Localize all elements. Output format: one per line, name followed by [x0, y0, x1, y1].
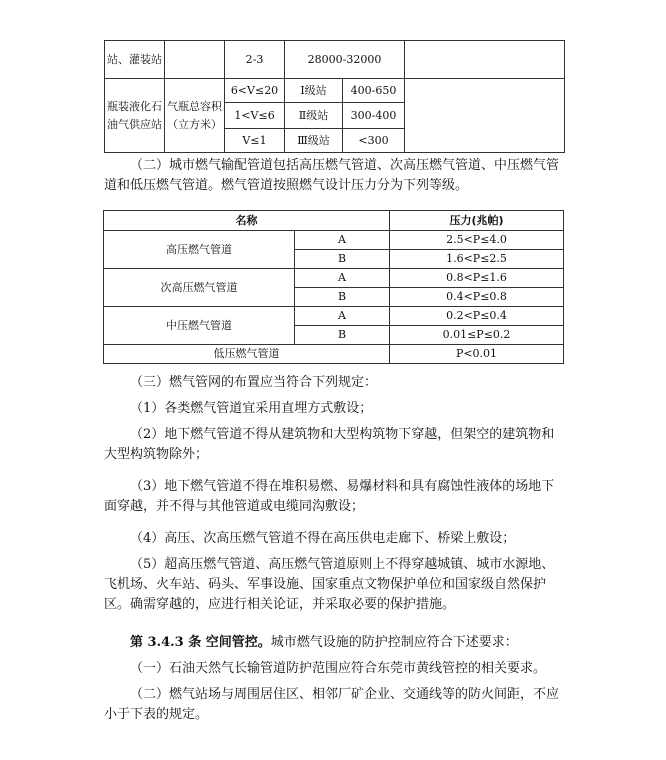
station-grade-table	[104, 40, 565, 153]
pipeline-name-cell: 低压燃气管道	[104, 345, 390, 364]
pipeline-name-cell: 高压燃气管道	[104, 231, 295, 269]
distance-cell: <300	[343, 129, 405, 153]
distance-cell: 300-400	[343, 103, 405, 129]
pressure-cell: 0.4<P≤0.8	[390, 288, 564, 307]
station-name-cell: 站、灌装站	[105, 41, 165, 79]
grade-cell: B	[295, 288, 390, 307]
grade-cell: Ⅰ级站	[285, 79, 343, 103]
pipeline-name-cell: 次高压燃气管道	[104, 269, 295, 307]
article-3-4-3	[104, 633, 566, 653]
volume-condition-cell: 6<V≤20	[225, 79, 285, 103]
volume-condition-cell: 1<V≤6	[225, 103, 285, 129]
rule-item-2: （2）地下燃气管道不得从建筑物和大型构筑物下穿越，但架空的建筑物和大型构筑物除外；	[104, 427, 555, 462]
grade-cell: B	[295, 326, 390, 345]
rule-item-4: （4）高压、次高压燃气管道不得在高压供电走廊下、桥梁上敷设；	[130, 531, 516, 546]
sub-item-1: （一）石油天然气长输管道防护范围应符合东莞市黄线管控的相关要求。	[130, 661, 547, 676]
rule-item-3: （3）地下燃气管道不得在堆积易燃、易爆材料和具有腐蚀性液体的场地下面穿越，并不得与其他管道或电缆同沟敷设；	[104, 479, 555, 514]
sub-item-2: （二）燃气站场与周围居住区、相邻厂矿企业、交通线等的防火间距，不应小于下表的规定。	[104, 687, 560, 722]
grade-cell: A	[295, 269, 390, 288]
grade-cell: A	[295, 231, 390, 250]
pressure-cell: 2.5<P≤4.0	[390, 231, 564, 250]
empty-cell	[165, 41, 225, 79]
article-label: 第 3.4.3 条 空间管控。	[130, 635, 271, 650]
pressure-cell: 0.01≤P≤0.2	[390, 326, 564, 345]
grade-cell: Ⅱ级站	[285, 103, 343, 129]
cylinder-volume-cell: 气瓶总容积（立方米）	[165, 79, 225, 153]
empty-cell	[405, 41, 565, 79]
grade-cell: Ⅲ级站	[285, 129, 343, 153]
empty-cell	[405, 79, 565, 153]
pressure-cell: 1.6<P≤2.5	[390, 250, 564, 269]
pipeline-name-cell: 中压燃气管道	[104, 307, 295, 345]
lpg-station-cell: 瓶装液化石油气供应站	[105, 79, 165, 153]
pipeline-pressure-table	[103, 210, 564, 364]
distance-cell: 400-650	[343, 79, 405, 103]
header-name: 名称	[104, 211, 390, 231]
rule-item-1: （1）各类燃气管道宜采用直埋方式敷设；	[130, 401, 373, 416]
rule-item-5: （5）超高压燃气管道、高压燃气管道原则上不得穿越城镇、城市水源地、飞机场、火车站、码头、军事设施、国家重点文物保护单位和国家级自然保护区。确需穿越的，应进行相关论证，并采取必要的保护措施。	[104, 557, 555, 612]
station-level-cell: 2-3	[225, 41, 285, 79]
grade-cell: A	[295, 307, 390, 326]
pressure-cell: 0.8<P≤1.6	[390, 269, 564, 288]
volume-condition-cell: V≤1	[225, 129, 285, 153]
article-text: 城市燃气设施的防护控制应符合下述要求：	[270, 635, 518, 650]
pressure-cell: P<0.01	[390, 345, 564, 364]
paragraph-pipeline-types: （二）城市燃气输配管道包括高压燃气管道、次高压燃气管道、中压燃气管道和低压燃气管道。燃气管道按照燃气设计压力分为下列等级。	[104, 158, 560, 193]
station-range-cell: 28000-32000	[285, 41, 405, 79]
pressure-cell: 0.2<P≤0.4	[390, 307, 564, 326]
grade-cell: B	[295, 250, 390, 269]
header-pressure: 压力(兆帕)	[390, 211, 564, 231]
paragraph-layout-rules: （三）燃气管网的布置应当符合下列规定：	[130, 375, 378, 390]
